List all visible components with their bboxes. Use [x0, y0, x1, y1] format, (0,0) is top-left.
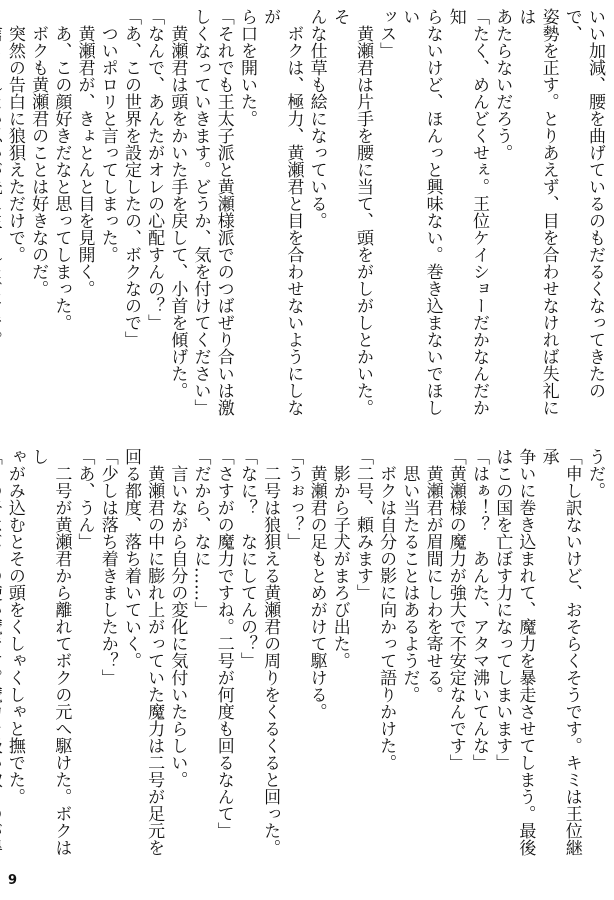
text-line: ボクは自分の影に向かって語りかけた。 — [376, 448, 397, 771]
text-line: 「さすがの魔力ですね。二号が何度も回るなんて」 — [213, 448, 234, 839]
text-line: ボクは、極力、黄瀬君と目を合わせないようにしなが — [260, 8, 304, 416]
text-line: 「うぉっ？」 — [283, 448, 304, 550]
text-line: 「黄瀬様の魔力が強大で不安定なんです」 — [445, 448, 466, 771]
text-line: ッス」 — [376, 8, 397, 59]
text-line: 「はぁ！？ あんた、アタマ沸いてんな」 — [468, 448, 489, 771]
text-line: 「二号、頼みます」 — [352, 448, 373, 601]
text-line: 黄瀬君は頭をかいた手を戻して、小首を傾げた。 — [167, 8, 188, 399]
text-line: ボクも黄瀬君のことは好きなのだ。 — [28, 8, 49, 297]
text-line: 突然の告白に狼狽えただけで。 — [4, 8, 25, 263]
text-line — [0, 448, 3, 856]
text-line: ゃがみ込むとその頭をくしゃくしゃと撫でた。 — [4, 448, 25, 805]
text-line: 思い当たることはあるようだ。 — [399, 448, 420, 703]
text-block-bottom — [4, 448, 606, 856]
text-line: 争いに巻き込まれて、魔力を暴走させてしまう。最後 — [515, 448, 536, 856]
text-line: 二号は狼狽える黄瀬君の周りをくるくると回った。 — [260, 448, 281, 856]
text-line: 黄瀬君が、きょとんと目を見開く。 — [74, 8, 95, 297]
text-line: 黄瀬君は片手を腰に当て、頭をがしがしとかいた。そ — [329, 8, 373, 416]
text-line: 黄瀬君の中に膨れ上がっていた魔力は二号が足元を — [144, 448, 165, 856]
text-line: 黄瀬君の足もとめがけて駆ける。 — [306, 448, 327, 720]
text-line: ら口を開いた。 — [236, 8, 257, 127]
text-line: 「少しは落ち着きましたか？」 — [97, 448, 118, 686]
text-line: らないけど、ほんっと興味ない。巻き込まないでほしい — [399, 8, 443, 416]
text-line: 黄瀬君が眉間にしわを寄せる。 — [422, 448, 443, 703]
text-line: はこの国を亡ぼす力になってしまいます」 — [492, 448, 513, 771]
text-line: いい加減、腰を曲げているのもだるくなってきたので、 — [561, 8, 605, 399]
text-line: 「それでも王太子派と黄瀬様派でのつばぜり合いは激 — [213, 8, 234, 416]
text-line: 「申し訳ないけど、おそらくそうです。キミは王位継承 — [538, 448, 582, 856]
text-line: 「なに？ なにしてんの？」 — [236, 448, 257, 669]
text-line: 「たく、めんどくせぇ。王位ケイショーだかなんだか知 — [445, 8, 489, 416]
text-line: 言いながら自分の変化に気付いたらしい。 — [167, 448, 188, 788]
text-line: しくなっていきます。どうか、気を付けてください」 — [190, 8, 211, 416]
text-line: あたらないだろう。 — [492, 8, 513, 161]
text-line: 二号が黄瀬君から離れてボクの元へ駆けた。ボクはし — [28, 448, 72, 856]
text-line: あ、この顔好きだなと思ってしまった。 — [51, 8, 72, 331]
text-block-top — [4, 8, 606, 416]
page-number: 9 — [8, 873, 18, 888]
text-line: 影から子犬がまろび出た。 — [329, 448, 350, 669]
text-line: 「あ、うん」 — [74, 448, 95, 550]
text-line: 姿勢を正す。とりあえず、目を合わせなければ失礼には — [515, 8, 559, 416]
text-line — [0, 8, 3, 416]
text-line: うだ。 — [585, 448, 605, 499]
text-line: 「だから、なに……」 — [190, 448, 211, 618]
text-line: んな仕草も絵になっている。 — [306, 8, 327, 229]
text-line: 回る都度、落ち着いていく。 — [120, 448, 141, 669]
text-line: 「あ、この世界を設定したの、ボクなので」 — [120, 8, 141, 348]
text-line: ついポロリと言ってしまった。 — [97, 8, 118, 263]
text-line: 「なんで、あんたがオレの心配すんの？」 — [144, 8, 165, 331]
